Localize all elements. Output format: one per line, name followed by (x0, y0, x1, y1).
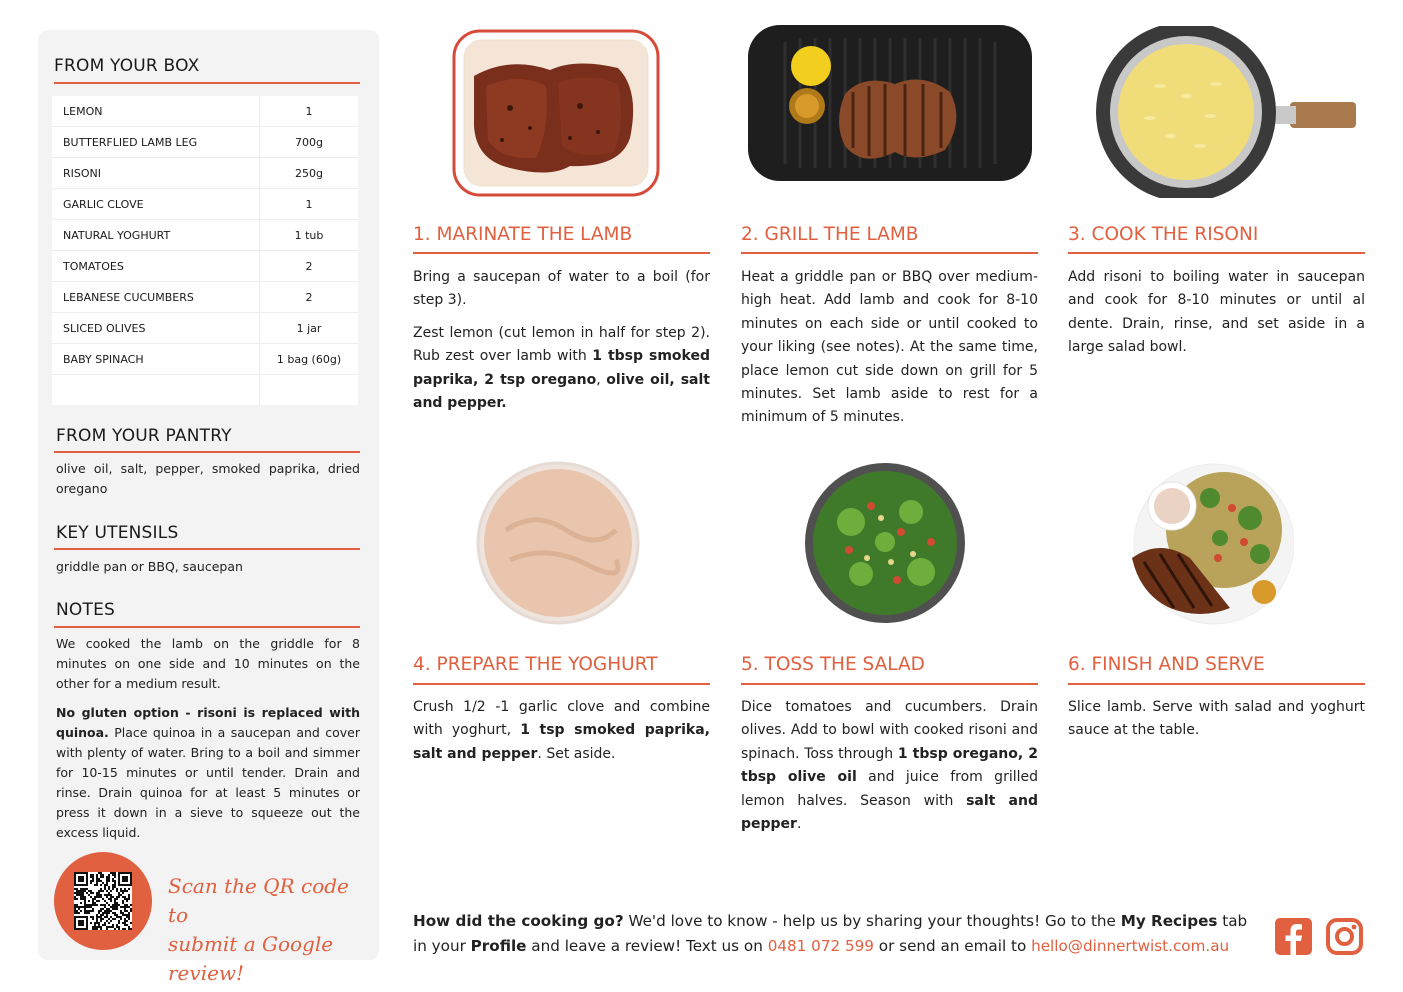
utensils-list: griddle pan or BBQ, saucepan (56, 559, 243, 574)
key-utensils-title: KEY UTENSILS (56, 523, 179, 543)
ingredient-quantity: 700g (260, 127, 359, 158)
box-ingredient-row (52, 313, 358, 344)
step-1-bold-d: olive oil, salt and pepper. (413, 371, 710, 412)
empty-cell (52, 375, 260, 406)
ingredient-quantity: 2 (260, 251, 359, 282)
footer-text-3: and leave a review! Text us on (526, 937, 768, 955)
footer-profile: Profile (470, 937, 527, 955)
box-ingredients-table (52, 96, 358, 405)
email-link[interactable]: hello@dinnertwist.com.au (1031, 937, 1230, 955)
ingredient-name: SLICED OLIVES (52, 313, 260, 344)
box-ingredient-row (52, 127, 358, 158)
ingredients-sidebar (38, 30, 379, 985)
step-5-text (741, 696, 1038, 845)
box-ingredient-row (52, 158, 358, 189)
divider (413, 252, 710, 254)
yoghurt-bowl-photo (476, 460, 640, 626)
gluten-option-bold: No gluten option - risoni is replaced with quinoa. (56, 705, 360, 740)
footer-my-recipes: My Recipes (1120, 912, 1218, 930)
step-4-title: 4. PREPARE THE YOGHURT (413, 654, 658, 675)
ingredient-quantity: 1 (260, 189, 359, 220)
step-4-bold-b: 1 tsp smoked paprika, salt and pepper (413, 722, 711, 762)
ingredient-quantity: 1 tub (260, 220, 359, 251)
ingredient-name: GARLIC CLOVE (52, 189, 260, 220)
ingredient-quantity: 1 (260, 96, 359, 127)
ingredient-quantity: 1 bag (60g) (260, 344, 359, 375)
step-5-bold-d: salt and pepper (741, 792, 1038, 833)
step-5-text-c: and juice from grilled lemon halves. Season with (741, 769, 1038, 809)
step-5-title: 5. TOSS THE SALAD (741, 654, 925, 675)
from-your-pantry-title: FROM YOUR PANTRY (56, 426, 232, 446)
qr-badge[interactable] (54, 852, 152, 950)
ingredient-name: TOMATOES (52, 251, 260, 282)
step-5-text-e: . (796, 816, 802, 833)
step-3-text (1068, 266, 1365, 369)
griddle-lamb-photo (745, 22, 1035, 184)
divider (54, 548, 360, 550)
notes-title: NOTES (56, 600, 116, 620)
step-5-bold-b: 1 tbsp oregano, 2 tbsp olive oil (741, 745, 1039, 786)
review-footer (413, 909, 1263, 959)
ingredient-quantity: 250g (260, 158, 359, 189)
box-ingredient-row (52, 220, 358, 251)
divider (54, 451, 360, 453)
footer-text-2: tab in your (413, 912, 1248, 955)
ingredient-name: BABY SPINACH (52, 344, 260, 375)
box-ingredient-row (52, 344, 358, 375)
finished-dish-photo (1120, 458, 1294, 626)
footer-text-1: We'd love to know - help us by sharing your thoughts! Go to the (623, 912, 1121, 930)
step-4-text-a: Crush 1/2 -1 garlic clove and combine with yoghurt, (413, 699, 710, 739)
footer-question: How did the cooking go? (413, 912, 624, 930)
ingredient-name: LEMON (52, 96, 260, 127)
step-1-text-c: , (596, 371, 607, 388)
step-3-paragraph-1: Add risoni to boiling water in saucepan and cook for 8-10 minutes or until al dente. Drain, rinse, and set aside in a large salad bowl. (1068, 269, 1365, 356)
box-ingredient-row (52, 96, 358, 127)
divider (741, 683, 1038, 685)
phone-link[interactable]: 0481 072 599 (767, 937, 874, 955)
step-4-text (413, 696, 710, 775)
step-6-text (1068, 696, 1365, 752)
salad-bowl-photo (801, 462, 969, 624)
step-4-paragraph-1 (413, 696, 710, 766)
box-ingredient-row (52, 189, 358, 220)
notes-text (56, 634, 360, 852)
step-2-paragraph-1: Heat a griddle pan or BBQ over medium-high heat. Add lamb and cook for 8-10 minutes on each side or until cooked to your liking (see notes). At the same time, place lemon cut side down on grill for 5 minutes. Set lamb aside to rest for a minimum of 5 minutes. (741, 269, 1038, 426)
step-1-title: 1. MARINATE THE LAMB (413, 224, 633, 245)
qr-line-2: submit a Google review! (168, 932, 334, 985)
step-1-bold-b: 1 tbsp smoked paprika, 2 tsp oregano (413, 348, 710, 388)
step-5-paragraph-1 (741, 696, 1038, 836)
qr-code[interactable] (74, 872, 132, 930)
empty-row (52, 375, 358, 406)
facebook-icon[interactable] (1275, 918, 1312, 955)
gluten-option-text: Place quinoa in a saucepan and cover with plenty of water. Bring to a boil and simmer for 10-15 minutes or until tender. Drain and rinse. Drain quinoa for at least 5 minutes or press it down in a sieve to squeeze out the excess liquid. (56, 725, 360, 840)
empty-cell (260, 375, 359, 406)
step-1-paragraph-2 (413, 322, 710, 416)
notes-paragraph-1: We cooked the lamb on the griddle for 8 minutes on one side and 10 minutes on the other for a medium result. (56, 636, 360, 691)
notes-paragraph-2 (56, 703, 360, 843)
step-1-text-a: Zest lemon (cut lemon in half for step 2). Rub zest over lamb with (413, 324, 710, 365)
ingredient-name: LEBANESE CUCUMBERS (52, 282, 260, 313)
step-2-text (741, 266, 1038, 439)
utensils-text (56, 557, 360, 586)
box-ingredient-row (52, 251, 358, 282)
step-6-title: 6. FINISH AND SERVE (1068, 654, 1265, 675)
divider (54, 82, 360, 84)
marinated-lamb-photo (450, 28, 662, 198)
divider (741, 252, 1038, 254)
footer-text-4: or send an email to (873, 937, 1032, 955)
step-3-title: 3. COOK THE RISONI (1068, 224, 1259, 245)
box-ingredient-row (52, 282, 358, 313)
ingredient-name: NATURAL YOGHURT (52, 220, 260, 251)
pantry-list: olive oil, salt, pepper, smoked paprika, dried oregano (56, 461, 360, 496)
divider (413, 683, 710, 685)
divider (1068, 683, 1365, 685)
qr-line-1: Scan the QR code to (168, 874, 349, 927)
ingredient-name: RISONI (52, 158, 260, 189)
divider (54, 626, 360, 628)
step-1-text (413, 266, 710, 424)
qr-review-prompt (168, 872, 368, 988)
risoni-strainer-photo (1090, 26, 1358, 198)
pantry-text (56, 459, 360, 508)
ingredient-quantity: 2 (260, 282, 359, 313)
step-2-title: 2. GRILL THE LAMB (741, 224, 919, 245)
step-1-paragraph-1: Bring a saucepan of water to a boil (for step 3). (413, 269, 710, 309)
divider (1068, 252, 1365, 254)
ingredient-name: BUTTERFLIED LAMB LEG (52, 127, 260, 158)
step-5-text-a: Dice tomatoes and cucumbers. Drain olives. Add to bowl with cooked risoni and spinach. Toss through (741, 699, 1038, 762)
step-4-text-c: . Set aside. (537, 745, 616, 762)
ingredient-quantity: 1 jar (260, 313, 359, 344)
instagram-icon[interactable] (1326, 918, 1363, 955)
from-your-box-title: FROM YOUR BOX (54, 56, 200, 76)
step-6-paragraph-1: Slice lamb. Serve with salad and yoghurt sauce at the table. (1068, 699, 1365, 739)
